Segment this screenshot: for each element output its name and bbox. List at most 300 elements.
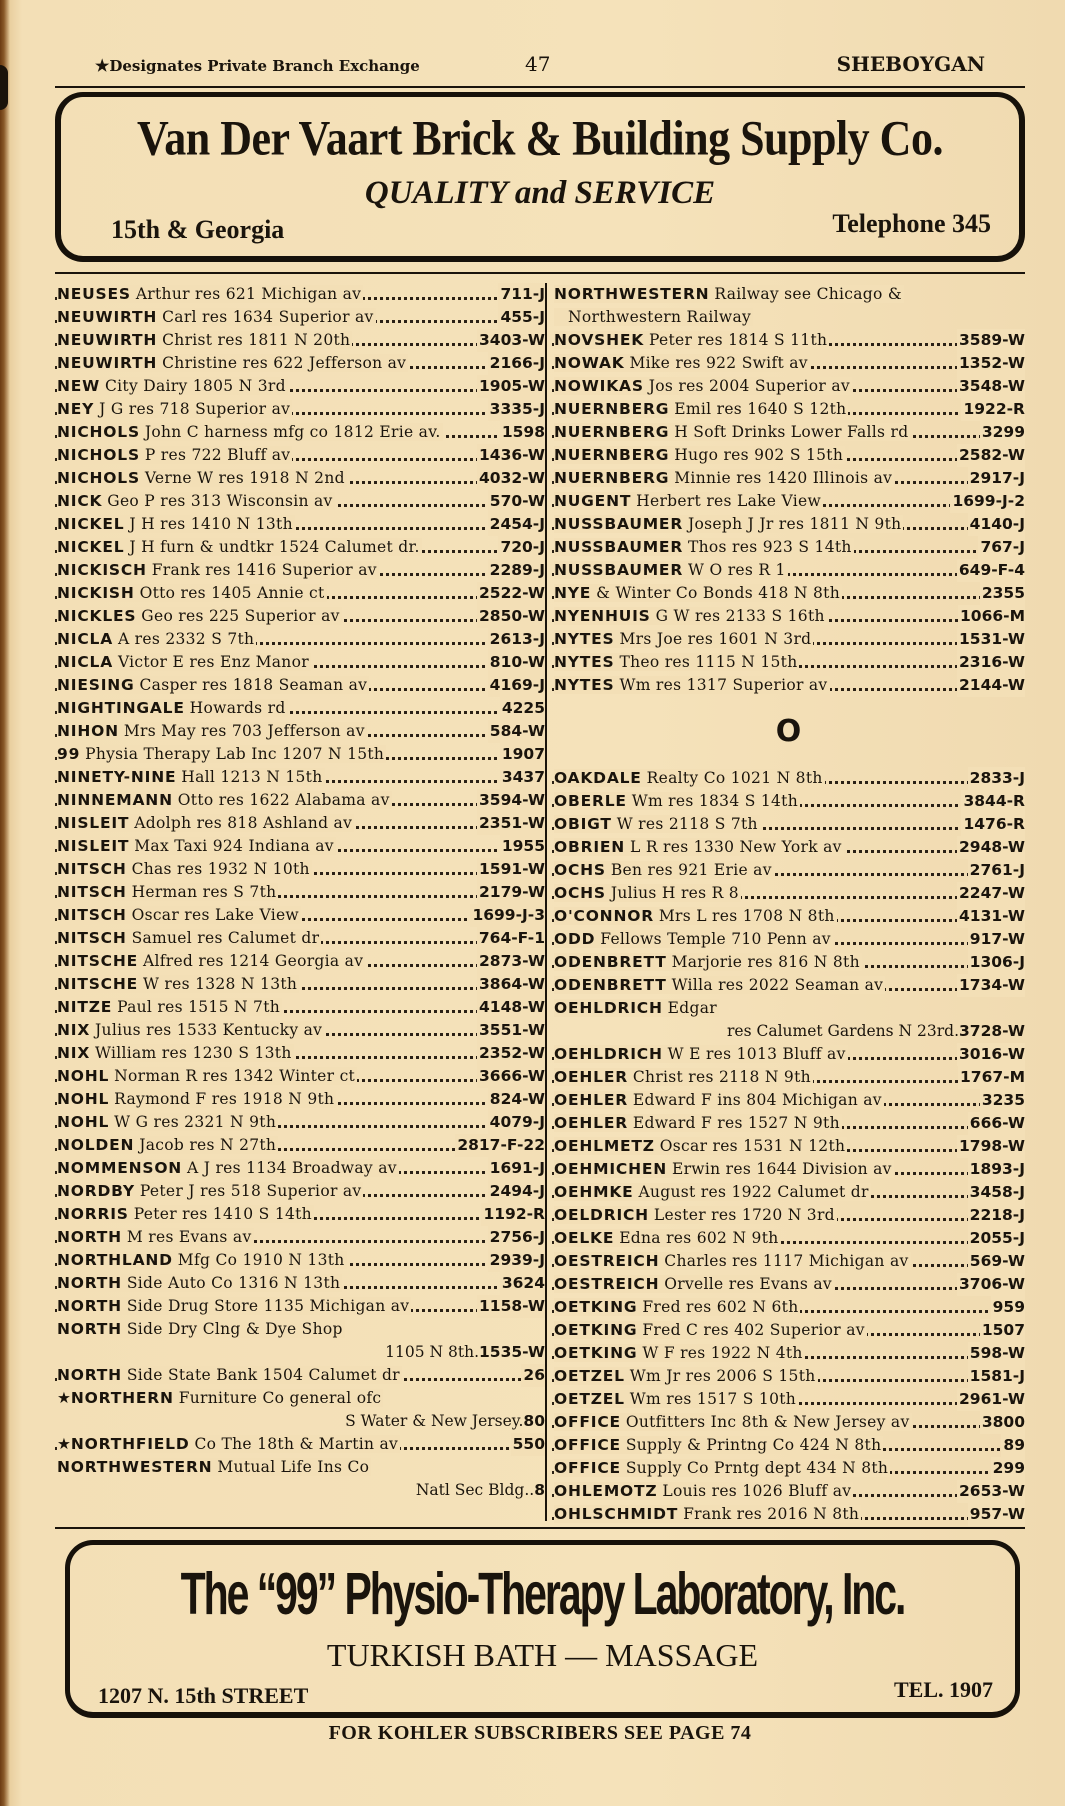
listing-name: NITSCH <box>57 929 127 947</box>
listing-name: NOMMENSON <box>57 1159 183 1177</box>
listing-text <box>57 722 367 740</box>
listing-details: Mrs L res 1708 N 8th <box>658 907 835 925</box>
listing-details: Christ res 1811 N 20th <box>162 331 351 349</box>
listing-phone: 2522-W <box>477 582 545 605</box>
listing-text <box>57 446 292 464</box>
listing-text <box>57 1366 402 1384</box>
listing-text <box>554 492 823 510</box>
listing-text <box>554 792 800 810</box>
listing-entry <box>55 950 545 973</box>
listing-details: Paul res 1515 N 7th <box>117 998 281 1016</box>
listing-entry <box>55 1456 545 1479</box>
listing-name: NITSCHE <box>57 975 139 993</box>
listing-entry <box>552 1273 1025 1296</box>
listing-phone: 2247-W <box>957 882 1025 905</box>
listing-text <box>554 653 799 671</box>
listing-entry <box>552 1089 1025 1112</box>
listing-entry <box>552 859 1025 882</box>
listing-name: NICKISCH <box>57 561 147 579</box>
listing-entry <box>552 836 1025 859</box>
pbx-legend-text: Designates Private Branch Exchange <box>109 57 420 75</box>
listing-name: NICK <box>57 492 103 510</box>
listing-details: Mrs Joe res 1601 N 3rd <box>619 630 812 648</box>
listing-name: ODENBRETT <box>554 976 667 994</box>
listing-entry <box>55 720 545 743</box>
listing-name: NOWAK <box>554 354 625 372</box>
listing-text <box>57 1251 347 1269</box>
listing-text <box>57 676 369 694</box>
listing-phone: 1158-W <box>477 1295 545 1318</box>
listing-phone: 4079-J <box>488 1111 545 1134</box>
listing-text <box>57 1297 411 1315</box>
listing-entry <box>552 1388 1025 1411</box>
listing-text <box>554 1275 834 1293</box>
listing-details: Theo res 1115 N 15th <box>619 653 798 671</box>
listing-entry <box>552 283 1025 306</box>
listing-details: Fred C res 402 Superior av <box>642 1321 865 1339</box>
listing-details: A res 2332 S 7th <box>117 630 255 648</box>
page-number: 47 <box>525 52 551 76</box>
listing-text <box>554 861 774 879</box>
listing-details: Edward F res 1527 N 9th <box>632 1114 840 1132</box>
listing-text <box>554 1160 894 1178</box>
listing-name: NORTH <box>57 1297 122 1315</box>
footer-note: FOR KOHLER SUBSCRIBERS SEE PAGE 74 <box>328 1722 752 1744</box>
listing-details: Emil res 1640 S 12th <box>674 400 847 418</box>
listing-text <box>57 492 335 510</box>
listing-entry <box>552 1457 1025 1480</box>
listing-name: OHLSCHMIDT <box>554 1505 679 1523</box>
listing-phone: 3299 <box>980 421 1025 444</box>
listing-text <box>554 515 903 533</box>
listing-name: NORTH <box>57 1228 122 1246</box>
header-rule <box>55 86 1025 88</box>
listing-entry <box>552 1503 1025 1526</box>
listing-name: NUGENT <box>554 492 632 510</box>
listing-entry <box>552 1135 1025 1158</box>
listing-phone: 2144-W <box>957 674 1025 697</box>
listing-name: OCHS <box>554 861 606 879</box>
listing-phone: 299 <box>991 1457 1025 1480</box>
listing-text <box>554 976 885 994</box>
listing-text <box>57 285 363 303</box>
listing-details: Mfg Co 1910 N 13th <box>177 1251 345 1269</box>
listing-name: NORTHFIELD <box>70 1435 190 1453</box>
listing-name: OETZEL <box>554 1367 625 1385</box>
listing-name: NEUWIRTH <box>57 308 158 326</box>
listing-details: Wm Jr res 2006 S 15th <box>629 1367 816 1385</box>
listing-name: NYENHUIS <box>554 607 651 625</box>
listing-phone: 1893-J <box>968 1158 1025 1181</box>
listing-entry <box>552 1158 1025 1181</box>
listing-name: NUSSBAUMER <box>554 515 684 533</box>
listing-text <box>57 837 336 855</box>
listing-details: Mike res 922 Swift av <box>629 354 808 372</box>
listing-text <box>554 630 813 648</box>
listing-name: OHLEMOTZ <box>554 1482 658 1500</box>
listing-entry <box>552 767 1025 790</box>
listing-phone: 1699-J-3 <box>470 904 545 927</box>
listing-phone: 4148-W <box>477 996 545 1019</box>
listing-name: OESTREICH <box>554 1252 660 1270</box>
listing-phone: 2653-W <box>957 1480 1025 1503</box>
listings-right-column <box>552 283 1025 1526</box>
listing-entry <box>552 790 1025 813</box>
listing-entry <box>55 1157 545 1180</box>
listing-text <box>57 1205 314 1223</box>
listing-phone: 2316-W <box>957 651 1025 674</box>
listing-details: Julius H res R 8 <box>610 884 739 902</box>
listing-text <box>554 377 852 395</box>
listing-phone: 2761-J <box>968 859 1025 882</box>
listing-text <box>554 354 810 372</box>
listing-details: Carl res 1634 Superior av <box>162 308 374 326</box>
listing-name: OEHLER <box>554 1068 628 1086</box>
listing-name: OBRIEN <box>554 838 626 856</box>
listing-details: 1105 N 8th. <box>385 1343 480 1361</box>
listing-phone: 3551-W <box>477 1019 545 1042</box>
listing-details: J H furn & undtkr 1524 Calumet dr. <box>129 538 420 556</box>
listing-name: NISLEIT <box>57 814 130 832</box>
listing-phone: 8 <box>534 1481 545 1499</box>
listing-entry <box>552 813 1025 836</box>
listing-phone: 3235 <box>980 1089 1025 1112</box>
listing-name: OEHLER <box>554 1114 628 1132</box>
listing-name: NORTHERN <box>70 1389 174 1407</box>
listing-entry <box>552 997 1025 1020</box>
listing-phone: 2613-J <box>488 628 545 651</box>
listing-phone: 1535-W <box>479 1343 545 1361</box>
ad-address: 15th & Georgia <box>111 215 285 244</box>
listing-phone: 1066-M <box>958 605 1025 628</box>
listing-details: W E res 1013 Bluff av <box>667 1045 846 1063</box>
section-letter-o: O <box>775 714 802 749</box>
listing-phone: 959 <box>991 1296 1025 1319</box>
listing-details: Adolph res 818 Ashland av <box>134 814 353 832</box>
listing-text <box>554 1114 842 1132</box>
listing-entry <box>55 996 545 1019</box>
listing-name: NORTH <box>57 1274 122 1292</box>
listing-phone: 2218-J <box>968 1204 1025 1227</box>
listing-text <box>57 883 278 901</box>
listing-entry <box>552 375 1025 398</box>
listing-text <box>57 975 299 993</box>
listing-entry <box>552 329 1025 352</box>
listing-text <box>57 653 311 671</box>
listing-details: Wm res 1317 Superior av <box>619 676 828 694</box>
listing-entry <box>55 1065 545 1088</box>
listing-details: Otto res 1622 Alabama av <box>177 791 390 809</box>
listing-text <box>554 1137 847 1155</box>
listing-name: OETKING <box>554 1344 638 1362</box>
listing-phone: 2166-J <box>488 352 545 375</box>
listing-text <box>57 998 282 1016</box>
listing-name: NEUWIRTH <box>57 354 158 372</box>
listing-phone: 2817-F-22 <box>455 1134 545 1157</box>
listing-text <box>554 1045 848 1063</box>
listing-phone: 957-W <box>968 1503 1025 1526</box>
listing-details: J H res 1410 N 13th <box>129 515 293 533</box>
listing-details: L R res 1330 New York av <box>630 838 842 856</box>
listing-name: NITSCH <box>57 860 127 878</box>
listing-entry <box>55 697 545 720</box>
listing-phone: 89 <box>1001 1434 1025 1457</box>
listing-name: OBERLE <box>554 792 627 810</box>
listing-entry <box>55 1433 545 1456</box>
listing-text <box>57 906 301 924</box>
listing-entry <box>55 835 545 858</box>
listing-phone: 3728-W <box>959 1022 1025 1040</box>
listing-name: OELDRICH <box>554 1206 649 1224</box>
listing-name: ODD <box>554 930 596 948</box>
listing-phone: 1907 <box>500 743 545 766</box>
listing-details: Raymond F res 1918 N 9th <box>114 1090 335 1108</box>
listing-phone: 2355 <box>980 582 1025 605</box>
listing-name: OEHLDRICH <box>554 1045 663 1063</box>
listing-name: NEY <box>57 400 95 418</box>
listing-entry <box>552 651 1025 674</box>
listing-text <box>554 469 894 487</box>
listing-details: Edna res 602 N 9th <box>619 1229 779 1247</box>
listing-text <box>57 515 295 533</box>
listing-name: NIX <box>57 1021 91 1039</box>
listing-name: NORDBY <box>57 1182 135 1200</box>
listing-name: OFFICE <box>554 1459 621 1477</box>
listing-name: NOLDEN <box>57 1136 135 1154</box>
listing-details: Outfitters Inc 8th & New Jersey av <box>625 1413 910 1431</box>
listing-details: H Soft Drinks Lower Falls rd <box>674 423 909 441</box>
listing-name: NEUWIRTH <box>57 331 158 349</box>
listing-details: Charles res 1117 Michigan av <box>664 1252 909 1270</box>
listing-entry <box>55 1387 545 1410</box>
listing-name: NITSCHE <box>57 952 139 970</box>
listing-details: Ben res 921 Erie av <box>610 861 772 879</box>
listing-phone: 824-W <box>488 1088 545 1111</box>
listing-text <box>57 745 386 763</box>
listing-name: NICHOLS <box>57 423 140 441</box>
listing-entry <box>552 1227 1025 1250</box>
listing-entry <box>55 582 545 605</box>
listing-phone: 767-J <box>978 536 1025 559</box>
listings-top-rule <box>55 272 1025 274</box>
listing-text <box>57 860 312 878</box>
city-name: SHEBOYGAN <box>836 52 985 76</box>
listing-details: City Dairy 1805 N 3rd <box>105 377 286 395</box>
listing-entry <box>552 467 1025 490</box>
listing-details: Herbert res Lake View <box>636 492 822 510</box>
listing-entry <box>552 1250 1025 1273</box>
listing-text <box>554 1505 861 1523</box>
listing-text <box>57 699 288 717</box>
listing-text <box>554 676 830 694</box>
listing-details: A J res 1134 Broadway av <box>187 1159 397 1177</box>
listing-entry <box>55 467 545 490</box>
listing-details: Supply Co Prntg dept 434 N 8th <box>625 1459 889 1477</box>
listing-details: Hall 1213 N 15th <box>181 768 323 786</box>
listing-entry <box>55 651 545 674</box>
star-icon: ★ <box>57 1389 71 1407</box>
listing-entry <box>55 421 545 444</box>
listing-name: NITSCH <box>57 883 127 901</box>
listing-text <box>57 1044 294 1062</box>
listing-name: OETZEL <box>554 1390 625 1408</box>
listing-name: NUERNBERG <box>554 400 670 418</box>
listing-phone: 1699-J-2 <box>950 490 1025 513</box>
listing-details: Geo P res 313 Wisconsin av <box>107 492 333 510</box>
listing-phone: 3594-W <box>477 789 545 812</box>
listing-details: G W res 2133 S 16th <box>655 607 825 625</box>
listing-details: Mutual Life Ins Co <box>217 1458 370 1476</box>
listing-entry <box>55 858 545 881</box>
listing-entry <box>55 1364 545 1387</box>
listing-name: NISLEIT <box>57 837 130 855</box>
listing-phone: 3864-W <box>477 973 545 996</box>
listing-phone: 3666-W <box>477 1065 545 1088</box>
listing-entry <box>55 881 545 904</box>
listing-text <box>57 538 422 556</box>
listing-details: Furniture Co general ofc <box>178 1389 382 1407</box>
listing-details: W F res 1922 N 4th <box>642 1344 803 1362</box>
listing-details: Casper res 1818 Seaman av <box>139 676 368 694</box>
listing-entry <box>552 1043 1025 1066</box>
listing-phone: 2351-W <box>477 812 545 835</box>
listing-text <box>554 815 760 833</box>
listing-text <box>554 561 788 579</box>
listing-entry <box>55 766 545 789</box>
listing-text <box>57 952 365 970</box>
listings-left-column <box>55 283 545 1502</box>
listing-name: NICLA <box>57 630 113 648</box>
binding-edge <box>0 65 8 110</box>
listing-details: Side Drug Store 1135 Michigan av <box>126 1297 410 1315</box>
listing-phone: 1598 <box>500 421 545 444</box>
listing-text <box>57 929 321 947</box>
listing-text <box>554 1390 798 1408</box>
listing-text <box>554 1252 911 1270</box>
listing-text <box>554 1091 884 1109</box>
listing-entry <box>55 1088 545 1111</box>
listings-bottom-rule <box>55 1527 1025 1529</box>
listing-name: NICKEL <box>57 515 125 533</box>
listing-phone: 2289-J <box>488 559 545 582</box>
listing-name: NOHL <box>57 1067 110 1085</box>
ad-tagline: QUALITY and SERVICE <box>364 175 716 211</box>
listing-phone: 569-W <box>968 1250 1025 1273</box>
listing-phone: 2454-J <box>488 513 545 536</box>
listing-details: Hugo res 902 S 15th <box>674 446 844 464</box>
listing-text <box>554 930 833 948</box>
listing-entry <box>55 329 545 352</box>
listing-name: NORTH <box>57 1320 122 1338</box>
listing-text <box>554 1298 800 1316</box>
listing-entry <box>55 559 545 582</box>
listing-details: Supply & Printng Co 424 N 8th <box>625 1436 882 1454</box>
listing-entry <box>55 375 545 398</box>
listing-text <box>57 331 352 349</box>
listing-details: Max Taxi 924 Indiana av <box>134 837 334 855</box>
listing-details: Chas res 1932 N 10th <box>131 860 310 878</box>
listing-details: W G res 2321 N 9th <box>114 1113 277 1131</box>
listing-phone: 3800 <box>980 1411 1025 1434</box>
listing-entry <box>55 536 545 559</box>
listing-name: NITZE <box>57 998 113 1016</box>
listing-entry <box>55 1042 545 1065</box>
listing-phone: 4169-J <box>488 674 545 697</box>
listing-details: Julius res 1533 Kentucky av <box>95 1021 323 1039</box>
listing-phone: 1192-R <box>481 1203 545 1226</box>
listing-entry <box>55 490 545 513</box>
listing-details: Lester res 1720 N 3rd <box>653 1206 835 1224</box>
listing-name: NUERNBERG <box>554 446 670 464</box>
listing-text <box>57 1274 342 1292</box>
listing-name: NIHON <box>57 722 119 740</box>
listing-phone: 2756-J <box>488 1226 545 1249</box>
listing-details: Frank res 2016 N 8th <box>683 1505 860 1523</box>
listing-details: Peter J res 518 Superior av <box>139 1182 362 1200</box>
listing-details: Christ res 2118 N 9th <box>632 1068 811 1086</box>
listing-entry <box>55 973 545 996</box>
listing-text <box>554 607 827 625</box>
listing-phone: 1691-J <box>488 1157 545 1180</box>
listing-entry <box>55 927 545 950</box>
listing-text <box>554 1459 890 1477</box>
listing-entry <box>55 1111 545 1134</box>
listing-entry <box>55 789 545 812</box>
listing-text <box>57 1389 383 1407</box>
listing-text <box>57 1458 371 1476</box>
listing-entry <box>552 490 1025 513</box>
listing-phone: 3016-W <box>957 1043 1025 1066</box>
listing-details: Alfred res 1214 Georgia av <box>142 952 364 970</box>
listing-entry <box>552 974 1025 997</box>
running-head <box>55 50 1025 80</box>
listing-entry <box>55 513 545 536</box>
listing-name: NIGHTINGALE <box>57 699 185 717</box>
listing-phone: 1531-W <box>957 628 1025 651</box>
listing-entry <box>552 582 1025 605</box>
listing-phone: 764-F-1 <box>477 927 545 950</box>
listing-entry <box>55 444 545 467</box>
listing-entry <box>552 928 1025 951</box>
listing-details: Frank res 1416 Superior av <box>151 561 377 579</box>
listing-name: OEHLMETZ <box>554 1137 655 1155</box>
listing-phone: 3844-R <box>961 790 1025 813</box>
listing-phone: 1767-M <box>958 1066 1025 1089</box>
listing-entry <box>552 1204 1025 1227</box>
listing-name: NORTHLAND <box>57 1251 173 1269</box>
listing-entry <box>552 513 1025 536</box>
listing-name: OELKE <box>554 1229 615 1247</box>
listing-text <box>57 354 408 372</box>
listing-phone: 3458-J <box>968 1181 1025 1204</box>
listing-text <box>57 630 256 648</box>
listing-phone: 666-W <box>968 1112 1025 1135</box>
listing-phone: 2494-J <box>488 1180 545 1203</box>
listing-details: Peter res 1410 S 14th <box>133 1205 312 1223</box>
listing-entry <box>552 352 1025 375</box>
listing-name: OFFICE <box>554 1436 621 1454</box>
listing-details: Howards rd <box>189 699 286 717</box>
listing-name: NICHOLS <box>57 446 140 464</box>
listing-name: ODENBRETT <box>554 953 667 971</box>
listing-phone: 1476-R <box>961 813 1025 836</box>
listing-name: NYE <box>554 584 592 602</box>
listing-continuation <box>55 1341 545 1364</box>
listing-entry <box>55 1272 545 1295</box>
listing-entry <box>552 951 1025 974</box>
listing-details: Physia Therapy Lab Inc 1207 N 15th <box>85 745 385 763</box>
listing-name: OBIGT <box>554 815 612 833</box>
